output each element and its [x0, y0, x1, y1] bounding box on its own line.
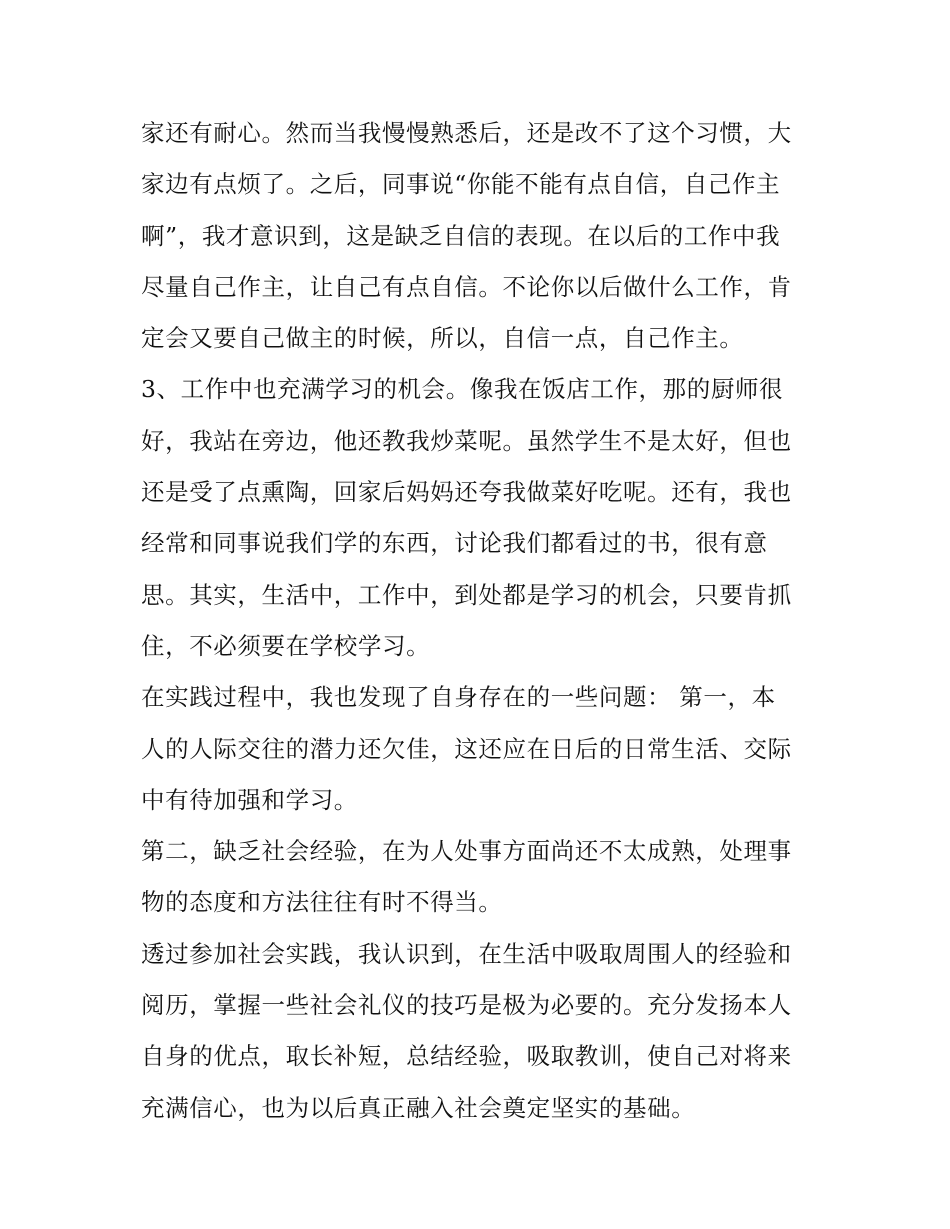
text-line: 阅历，掌握一些社会礼仪的技巧是极为必要的。充分发扬本人	[141, 991, 792, 1020]
text-line: 经常和同事说我们学的东西，讨论我们都看过的书，很有意	[141, 529, 768, 558]
text-line: 透过参加社会实践，我认识到，在生活中吸取周围人的经验和	[141, 939, 792, 968]
text-line: 自身的优点，取长补短，总结经验，吸取教训，使自己对将来	[141, 1042, 792, 1071]
text-line: 人的人际交往的潜力还欠佳，这还应在日后的日常生活、交际	[141, 734, 792, 763]
text-line: 家边有点烦了。之后，同事说“你能不能有点自信，自己作主	[141, 170, 781, 199]
text-line: 定会又要自己做主的时候，所以，自信一点，自己作主。	[141, 324, 744, 353]
text-line: 还是受了点熏陶，回家后妈妈还夸我做菜好吃呢。还有，我也	[141, 478, 792, 507]
text-line: 充满信心，也为以后真正融入社会奠定坚实的基础。	[141, 1093, 696, 1122]
text-line: 好，我站在旁边，他还教我炒菜呢。虽然学生不是太好，但也	[141, 426, 792, 455]
text-line: 中有待加强和学习。	[141, 785, 358, 814]
document-body	[141, 108, 813, 1134]
text-line: 啊”，我才意识到，这是缺乏自信的表现。在以后的工作中我	[141, 221, 781, 250]
text-line: 在实践过程中，我也发现了自身存在的一些问题： 第一，本	[141, 683, 776, 712]
text-line: 思。其实，生活中，工作中，到处都是学习的机会，只要肯抓	[141, 580, 792, 609]
text-line: 家还有耐心。然而当我慢慢熟悉后，还是改不了这个习惯，大	[141, 119, 792, 147]
text-line: 尽量自己作主，让自己有点自信。不论你以后做什么工作，肯	[141, 272, 792, 301]
text-line: 3、工作中也充满学习的机会。像我在饭店工作，那的厨师很	[141, 375, 784, 404]
text-line: 第二，缺乏社会经验，在为人处事方面尚还不太成熟，处理事	[141, 837, 792, 866]
text-line: 住，不必须要在学校学习。	[141, 631, 431, 660]
text-line: 物的态度和方法往往有时不得当。	[141, 888, 503, 917]
